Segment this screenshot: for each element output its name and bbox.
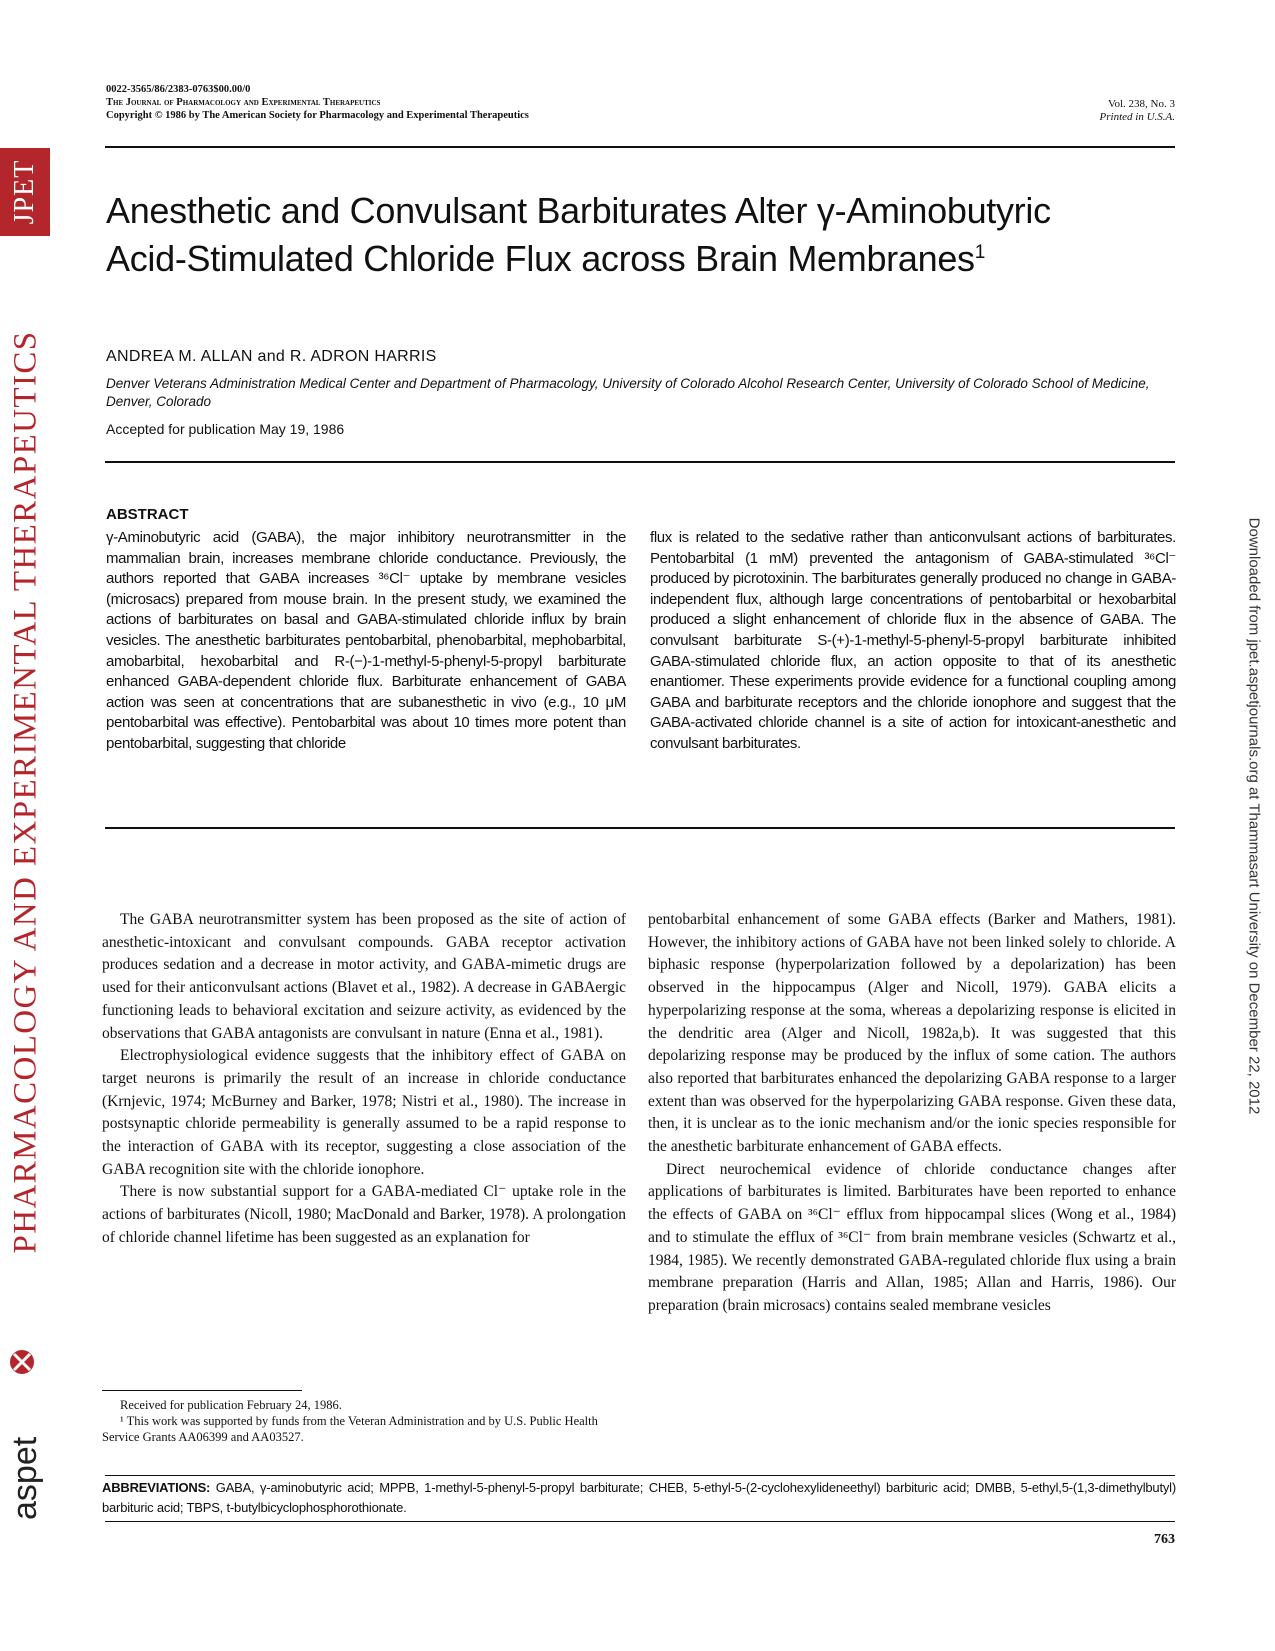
spine-jpet-label: JPET <box>9 159 40 225</box>
body-paragraph: There is now substantial support for a GABA-mediated Cl⁻ uptake role in the actions of barbiturates (Nicoll, 1980; MacDonald and Barker, 1978). A prolongation of chloride channel lifetime has been suggested as an explanation for <box>102 1183 626 1246</box>
author-affiliation: Denver Veterans Administration Medical Center and Department of Pharmacology, University of Colorado Alcohol Research Center, University of Colorado School of Medicine, Denver, Colorado <box>106 376 1150 409</box>
article-title <box>106 190 1176 280</box>
volume-info <box>1100 98 1175 124</box>
volume-number: Vol. 238, No. 3 <box>1107 98 1175 110</box>
title-line-1: Anesthetic and Convulsant Barbiturates Alter γ-Aminobutyric <box>106 190 1051 231</box>
copyright-line: Copyright © 1986 by The American Society for Pharmacology and Experimental Therapeutics <box>106 110 529 121</box>
abbreviations <box>102 1478 1176 1518</box>
journal-name: The Journal of Pharmacology and Experimental Therapeutics <box>106 97 381 108</box>
body-paragraph: Direct neurochemical evidence of chloride conductance changes after applications of barbiturates is limited. Barbiturates have been reported to enhance the effects of GABA on ³⁶Cl⁻ efflux from hippocampal slices (Wong et al., 1984) and to stimulate the efflux of ³⁶Cl⁻ from brain membrane vesicles (Schwartz et al., 1984, 1985). We recently demonstrated GABA-regulated chloride flux using a brain membrane preparation (Harris and Allan, 1985; Allan and Harris, 1986). Our preparation (brain microsacs) contains sealed membrane vesicles <box>648 1160 1176 1314</box>
journal-header <box>106 83 529 122</box>
body-paragraph: pentobarbital enhancement of some GABA effects (Barker and Mathers, 1981). However, the inhibitory actions of GABA have not been linked solely to chloride. A biphasic response (hyperpolarization followed by a depolarization) has been observed in the hippocampus (Alger and Nicoll, 1979). GABA elicits a hyperpolarizing response at the soma, whereas a depolarizing response is elicited in the dendritic area (Alger and Nicoll, 1982a,b). It was suggested that this depolarizing response may be produced by the influx of some cation. The authors also reported that barbiturates enhanced the depolarizing GABA response to a larger extent than was observed for the hyperpolarizing GABA response. Given these data, then, it is unclear as to the ionic mechanism and/or the ionic species responsible for the anesthetic barbiturate enhancement of GABA effects. <box>648 911 1176 1156</box>
title-line-2: Acid-Stimulated Chloride Flux across Brain Membranes <box>106 238 975 279</box>
abstract-top-rule <box>105 461 1175 463</box>
aspet-logo <box>0 1330 50 1520</box>
header-rule <box>105 146 1175 148</box>
abstract-bottom-rule <box>105 827 1175 829</box>
body-column-left <box>102 909 626 1250</box>
abbreviations-text: GABA, γ-aminobutyric acid; MPPB, 1-methyl-5-phenyl-5-propyl barbiturate; CHEB, 5-ethyl-5-(2-cyclohexylideneethyl) barbituric acid; DMBB, 5-ethyl,5-(1,3-dimethylbutyl) barbituric acid; TBPS, t-butylbicyclophosphorothionate. <box>102 1480 1176 1515</box>
footnotes <box>102 1397 626 1445</box>
body-paragraph: The GABA neurotransmitter system has been proposed as the site of action of anesthetic-intoxicant and convulsant compounds. GABA receptor activation produces sedation and a decrease in motor activity, and GABA-mimetic drugs are used for their anticonvulsant actions (Blavet et al., 1982). A decrease in GABAergic functioning leads to behavioral excitation and seizure activity, as evidenced by the observations that GABA antagonists are convulsant in nature (Enna et al., 1981). <box>102 911 626 1042</box>
body-paragraph: Electrophysiological evidence suggests that the inhibitory effect of GABA on target neurons is primarily the result of an increase in chloride conductance (Krnjevic, 1974; McBurney and Barker, 1978; Nistri et al., 1980). The increase in postsynaptic chloride permeability is generally assumed to be a rapid response to the interaction of GABA with its receptor, suggesting a close association of the GABA recognition site with the chloride ionophore. <box>102 1047 626 1178</box>
footnote-rule <box>102 1390 302 1391</box>
abstract-column-left: γ-Aminobutyric acid (GABA), the major inhibitory neurotransmitter in the mammalian brain, increases membrane chloride conductance. Previously, the authors reported that GABA increases ³⁶Cl⁻ uptake by membrane vesicles (microsacs) prepared from mouse brain. In the present study, we examined the actions of barbiturates on basal and GABA-stimulated chloride influx by brain vesicles. The anesthetic barbiturates pentobarbital, phenobarbital, mephobarbital, amobarbital, hexobarbital and R-(−)-1-methyl-5-phenyl-5-propyl barbiturate enhanced GABA-dependent chloride flux. Barbiturate enhancement of GABA action was seen at concentrations that are subanesthetic in vivo (e.g., 10 μM pentobarbital was effective). Pentobarbital was about 10 times more potent than pentobarbital, suggesting that chloride <box>106 529 626 752</box>
received-footnote: Received for publication February 24, 1986. <box>120 1398 342 1412</box>
download-stamp: Downloaded from jpet.aspetjournals.org at Thammasart University on December 22, 2012 <box>1245 517 1263 1115</box>
article-code: 0022-3565/86/2383-0763$00.00/0 <box>106 84 251 95</box>
svg-text:aspet: aspet <box>6 1436 44 1520</box>
abbreviations-bottom-rule <box>105 1521 1175 1522</box>
abstract-heading: ABSTRACT <box>106 506 189 523</box>
abstract-column-right: flux is related to the sedative rather than anticonvulsant actions of barbiturates. Pentobarbital (1 mM) prevented the antagonism of GABA-stimulated ³⁶Cl⁻ produced by picrotoxinin. The barbiturates generally produced no change in GABA-independent flux, although large concentrations of pentobarbital or hexobarbital produced a slight enhancement of chloride flux in the absence of GABA. The convulsant barbiturate S-(+)-1-methyl-5-phenyl-5-propyl barbiturate inhibited GABA-stimulated chloride flux, an action opposite to that of its anesthetic enantiomer. These experiments provide evidence for a functional coupling among GABA and barbiturate receptors and the chloride ionophore and suggest that the GABA-activated chloride channel is a site of action for intoxicant-anesthetic and convulsant barbiturates. <box>650 529 1176 752</box>
funding-footnote: ¹ This work was supported by funds from the Veteran Administration and by U.S. Public Health Service Grants AA06399 and AA03527. <box>102 1414 598 1444</box>
abbreviations-label: ABBREVIATIONS: <box>102 1480 211 1495</box>
accepted-date: Accepted for publication May 19, 1986 <box>106 421 345 437</box>
body-column-right <box>648 909 1176 1318</box>
page-number: 763 <box>1154 1532 1175 1547</box>
printed-location: Printed in U.S.A. <box>1099 111 1175 123</box>
abbreviations-top-rule <box>105 1475 1175 1476</box>
author-list: ANDREA M. ALLAN and R. ADRON HARRIS <box>106 348 437 365</box>
title-footnote-mark: 1 <box>974 242 986 263</box>
spine-journal-name: PHARMACOLOGY AND EXPERIMENTAL THERAPEUTICS <box>7 330 44 1254</box>
